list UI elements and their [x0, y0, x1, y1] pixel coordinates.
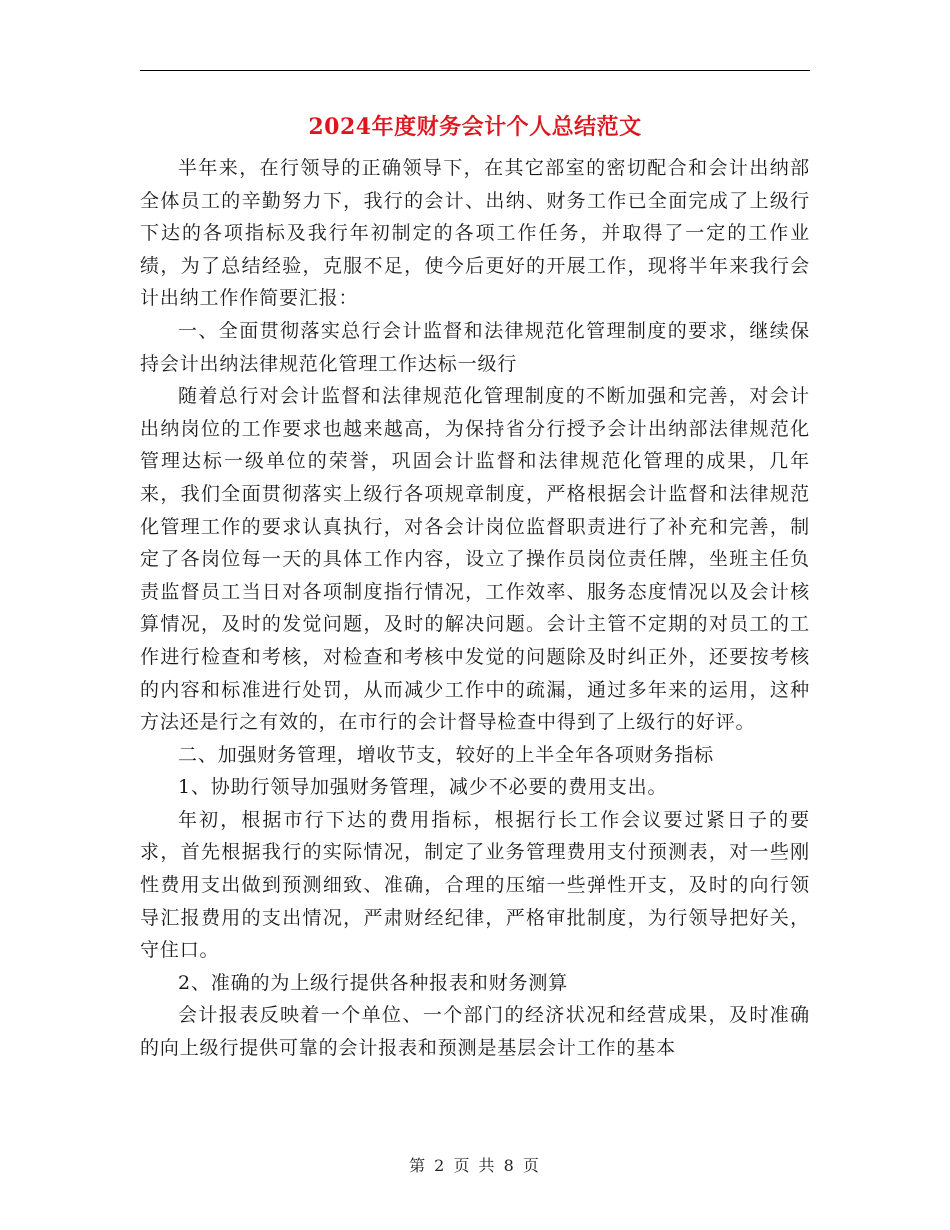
paragraph-2-1: 年初，根据市行下达的费用指标，根据行长工作会议要过紧日子的要求，首先根据我行的实际情况，制定了业务管理费用支付预测表，对一些刚性费用支出做到预测细致、准确，合理的压缩一些弹性开支，及时的向行领导汇报费用的支出情况，严肃财经纪律，严格审批制度，为行领导把好关，守住口。 [140, 808, 810, 962]
document-body [140, 152, 810, 1065]
subheading-2-1: 1、协助行领导加强财务管理，减少不必要的费用支出。 [178, 776, 668, 799]
subheading-2-2: 2、准确的为上级行提供各种报表和财务测算 [178, 971, 569, 994]
page-number: 第 2 页 共 8 页 [409, 1156, 541, 1175]
paragraph-section-1: 随着总行对会计监督和法律规范化管理制度的不断加强和完善，对会计出纳岗位的工作要求也越来越高，为保持省分行授予会计出纳部法律规范化管理达标一级单位的荣誉，巩固会计监督和法律规范化管理的成果，几年来，我们全面贯彻落实上级行各项规章制度，严格根据会计监督和法律规范化管理工作的要求认真执行，对各会计岗位监督职责进行了补充和完善，制定了各岗位每一天的具体工作内容，设立了操作员岗位责任牌，坐班主任负责监督员工当日对各项制度指行情况，工作效率、服务态度情况以及会计核算情况，及时的发觉问题，及时的解决问题。会计主管不定期的对员工的工作进行检查和考核，对检查和考核中发觉的问题除及时纠正外，还要按考核的内容和标准进行处罚，从而减少工作中的疏漏，通过多年来的运用，这种方法还是行之有效的，在市行的会计督导检查中得到了上级行的好评。 [140, 385, 810, 734]
paragraph-2-2: 会计报表反映着一个单位、一个部门的经济状况和经营成果，及时准确的向上级行提供可靠的会计报表和预测是基层会计工作的基本 [140, 1004, 810, 1060]
paragraph-intro: 半年来，在行领导的正确领导下，在其它部室的密切配合和会计出纳部全体员工的辛勤努力下，我行的会计、出纳、财务工作已全面完成了上级行下达的各项指标及我行年初制定的各项工作任务，并取得了一定的工作业绩，为了总结经验，克服不足，使今后更好的开展工作，现将半年来我行会计出纳工作作简要汇报： [140, 157, 810, 310]
heading-section-1: 一、全面贯彻落实总行会计监督和法律规范化管理制度的要求，继续保持会计出纳法律规范化管理工作达标一级行 [140, 319, 810, 375]
heading-section-2: 二、加强财务管理，增收节支，较好的上半全年各项财务指标 [178, 743, 714, 766]
header-rule [140, 70, 810, 71]
document-title: 2024年度财务会计个人总结范文 [308, 114, 642, 140]
